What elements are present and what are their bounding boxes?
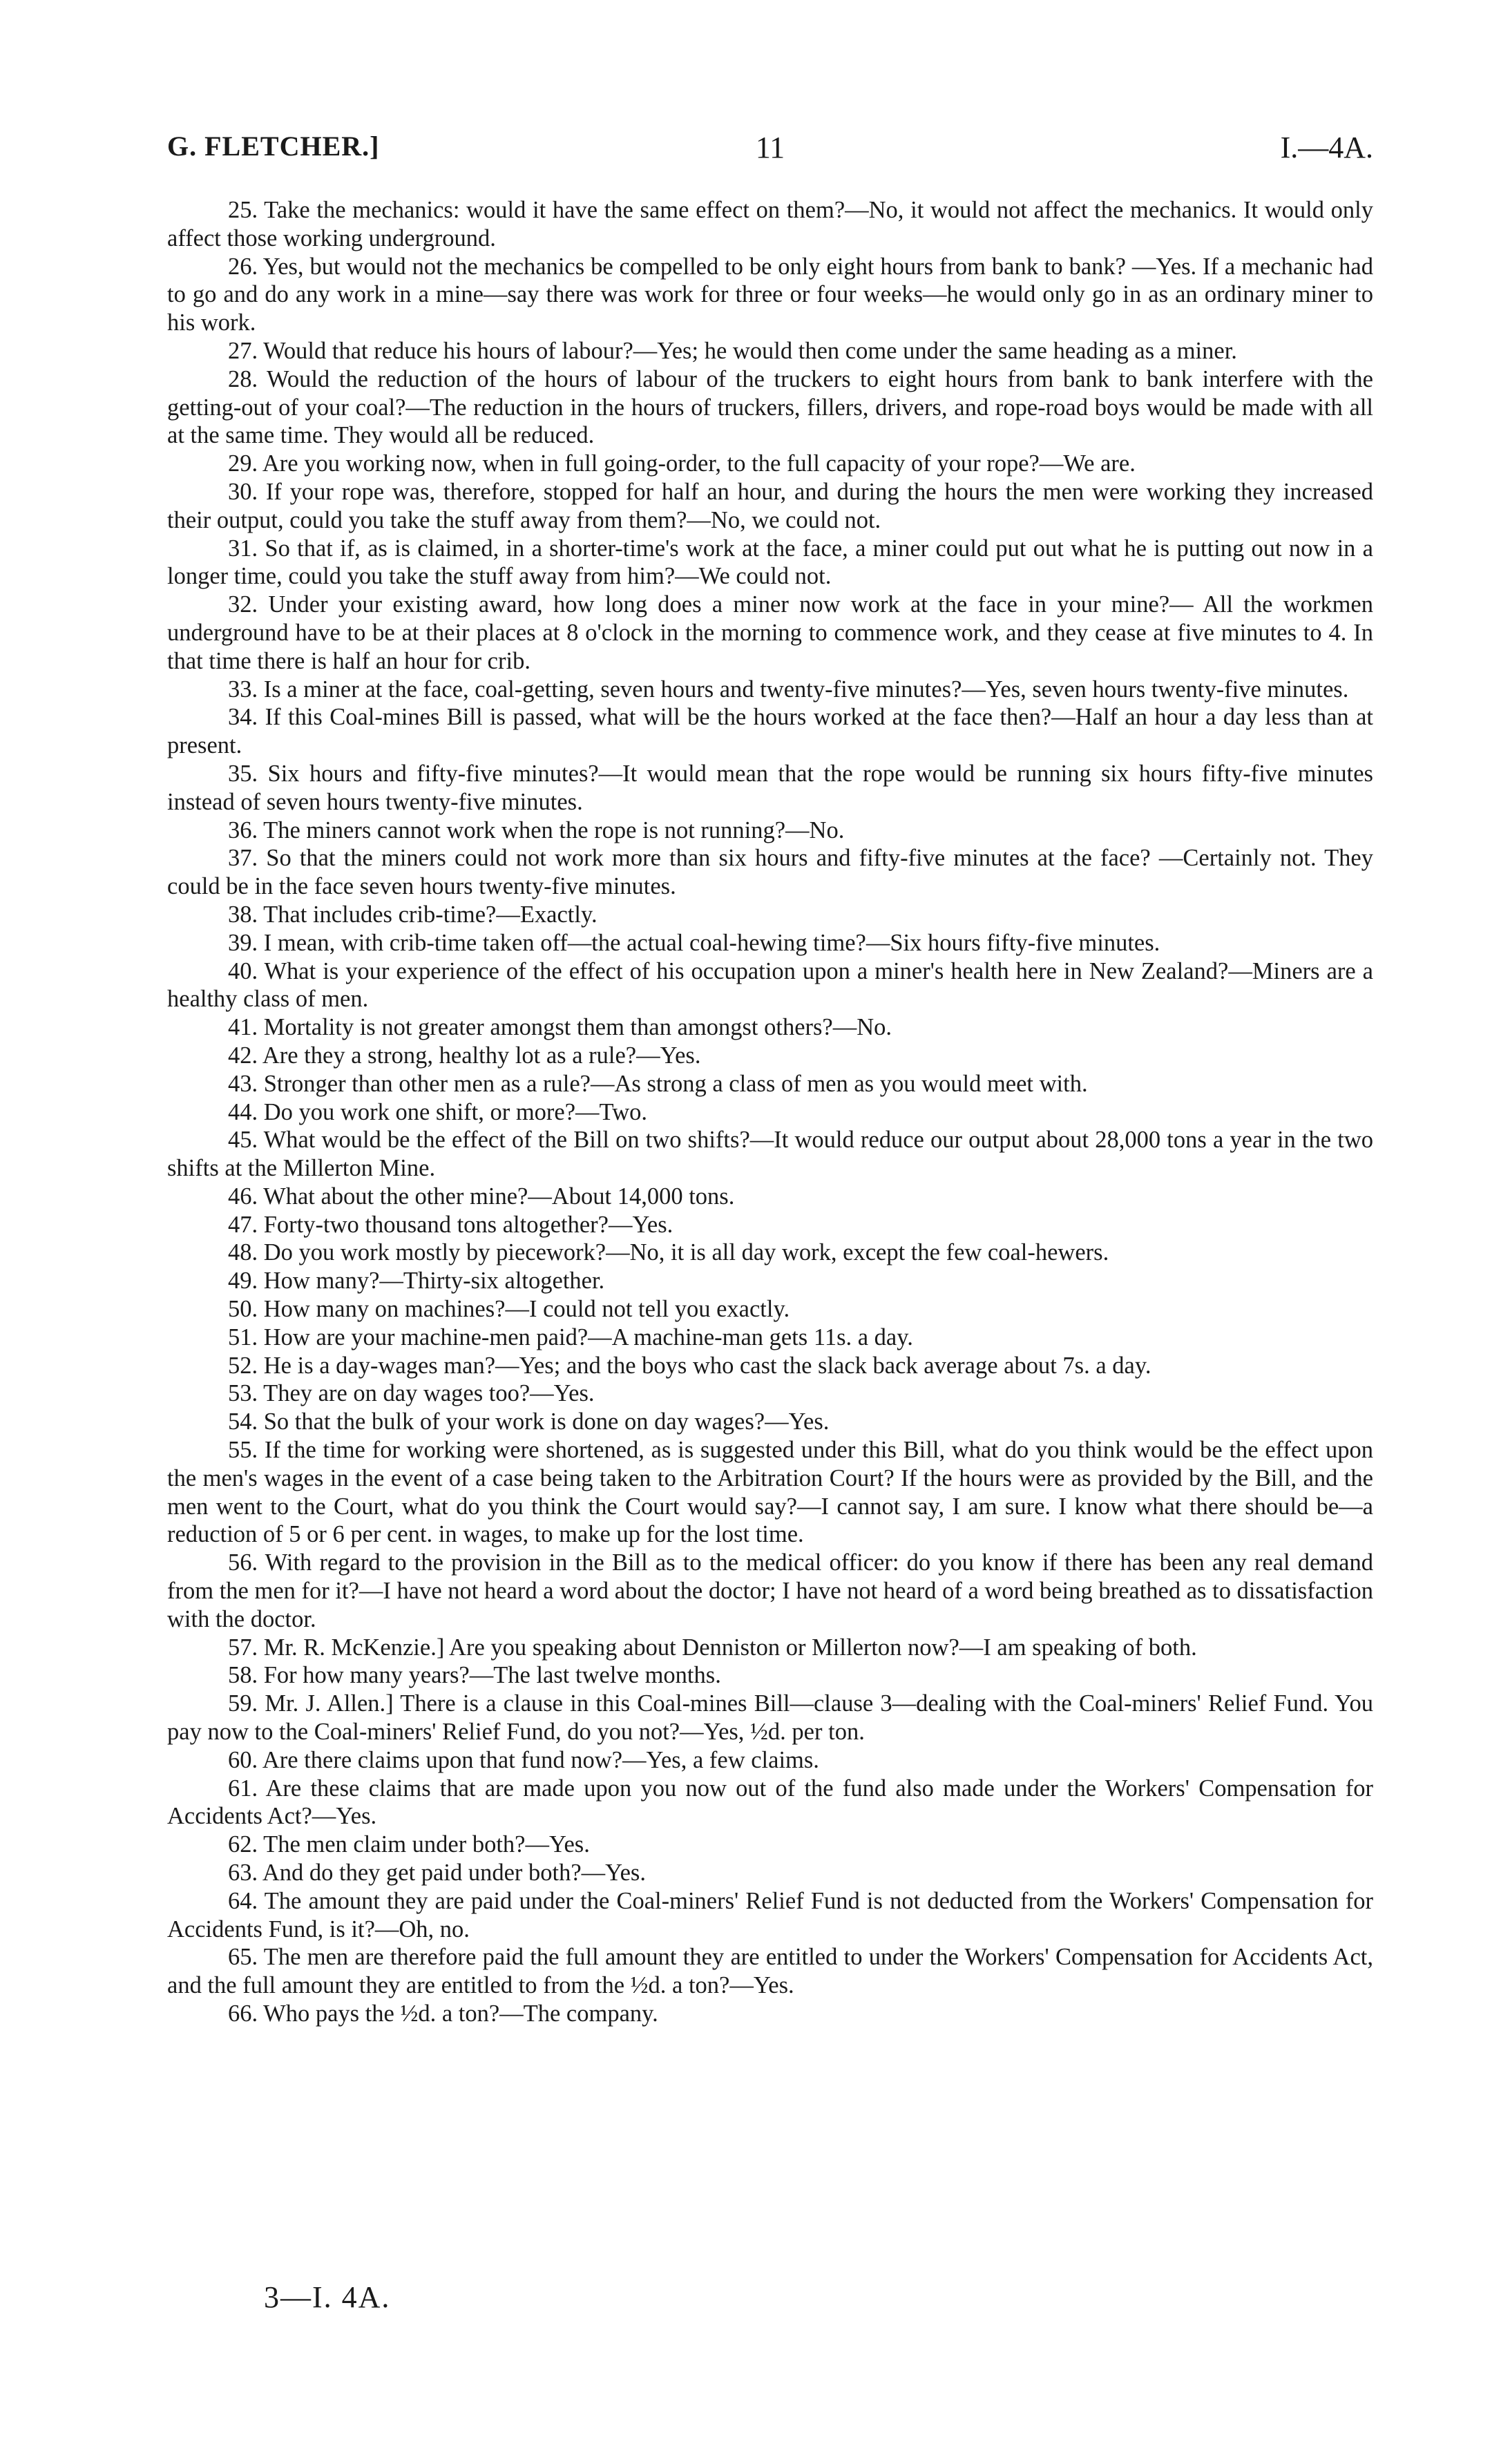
testimony-paragraph: 47. Forty-two thousand tons altogether?—Yes. — [228, 1211, 673, 1238]
testimony-paragraph: 57. Mr. R. McKenzie.] Are you speaking about Denniston or Millerton now?—I am speaking of both. — [228, 1634, 1197, 1661]
testimony-paragraph: 59. Mr. J. Allen.] There is a clause in this Coal-mines Bill—clause 3—dealing with the Coal-miners' Relief Fund. You pay now to the Coal-miners' Relief Fund, do you not?—Yes, ½d. per ton. — [167, 1690, 1373, 1746]
testimony-paragraph: 65. The men are therefore paid the full amount they are entitled to under the Workers' Compensation for Accidents Act, and the full amount they are entitled to from the ½d. a ton?—Yes. — [167, 1944, 1373, 1999]
testimony-paragraph: 61. Are these claims that are made upon you now out of the fund also made under the Workers' Compensation for Accidents Act?—Yes. — [167, 1775, 1373, 1830]
testimony-paragraph: 56. With regard to the provision in the Bill as to the medical officer: do you know if there has been any real demand from the men for it?—I have not heard a word about the doctor; I have not heard of a word being breathed as to dissatisfaction with the doctor. — [167, 1549, 1373, 1632]
testimony-paragraph: 35. Six hours and fifty-five minutes?—It would mean that the rope would be running six hours fifty-five minutes instead of seven hours twenty-five minutes. — [167, 760, 1373, 815]
testimony-paragraph: 60. Are there claims upon that fund now?—Yes, a few claims. — [228, 1746, 819, 1773]
testimony-paragraph: 55. If the time for working were shortened, as is suggested under this Bill, what do you think would be the effect upon the men's wages in the event of a case being taken to the Arbitration Court? If the hours were as provided by the Bill, and the men went to the Court, what do you think the Court would say?—I cannot say, I am sure. I know what there should be—a reduction of 5 or 6 per cent. in wages, to make up for the lost time. — [167, 1437, 1373, 1548]
page-number: 11 — [755, 131, 785, 164]
testimony-paragraph: 66. Who pays the ½d. a ton?—The company. — [228, 2000, 658, 2027]
testimony-paragraph: 30. If your rope was, therefore, stopped for half an hour, and during the hours the men were working they increased their output, could you take the stuff away from them?—No, we could not. — [167, 478, 1373, 533]
testimony-paragraph: 32. Under your existing award, how long does a miner now work at the face in your mine?— All the workmen underground have to be at their places at 8 o'clock in the morning to commence work, and they cease at five minutes to 4. In that time there is half an hour for crib. — [167, 591, 1373, 674]
testimony-paragraph: 46. What about the other mine?—About 14,000 tons. — [228, 1183, 735, 1210]
testimony-paragraph: 52. He is a day-wages man?—Yes; and the boys who cast the slack back average about 7s. a day. — [228, 1352, 1151, 1379]
testimony-paragraph: 36. The miners cannot work when the rope is not running?—No. — [228, 816, 845, 843]
testimony-paragraph: 49. How many?—Thirty-six altogether. — [228, 1268, 605, 1295]
testimony-paragraph: 44. Do you work one shift, or more?—Two. — [228, 1098, 647, 1125]
testimony-paragraph: 38. That includes crib-time?—Exactly. — [228, 901, 597, 928]
signature-mark: 3—I. 4A. — [264, 2280, 391, 2314]
testimony-paragraph: 45. What would be the effect of the Bill on two shifts?—It would reduce our output about 28,000 tons a year in the two shifts at the Millerton Mine. — [167, 1127, 1373, 1182]
testimony-paragraph: 63. And do they get paid under both?—Yes. — [228, 1860, 646, 1887]
testimony-paragraph: 50. How many on machines?—I could not tell you exactly. — [228, 1296, 790, 1323]
testimony-paragraph: 58. For how many years?—The last twelve months. — [228, 1662, 721, 1689]
testimony-paragraph: 40. What is your experience of the effect of his occupation upon a miner's health here in New Zealand?—Miners are a healthy class of men. — [167, 957, 1373, 1013]
page-header — [167, 130, 1373, 178]
testimony-paragraph: 33. Is a miner at the face, coal-getting, seven hours and twenty-five minutes?—Yes, seven hours twenty-five minutes. — [228, 676, 1349, 703]
testimony-paragraph: 62. The men claim under both?—Yes. — [228, 1831, 590, 1858]
testimony-paragraph: 54. So that the bulk of your work is done on day wages?—Yes. — [228, 1408, 830, 1435]
testimony-paragraph: 31. So that if, as is claimed, in a shorter-time's work at the face, a miner could put out what he is putting out now in a longer time, could you take the stuff away from him?—We could not. — [167, 535, 1373, 590]
testimony-paragraph: 26. Yes, but would not the mechanics be compelled to be only eight hours from bank to bank? —Yes. If a mechanic had to go and do any work in a mine—say there was work for three or four weeks—he would only go in as an ordinary miner to his work. — [167, 253, 1373, 336]
testimony-body — [167, 196, 1373, 2028]
document-reference: I.—4A. — [1280, 131, 1373, 164]
testimony-paragraph: 34. If this Coal-mines Bill is passed, what will be the hours worked at the face then?—Half an hour a day less than at present. — [167, 704, 1373, 759]
testimony-paragraph: 25. Take the mechanics: would it have the same effect on them?—No, it would not affect the mechanics. It would only affect those working underground. — [167, 197, 1373, 251]
testimony-paragraph: 43. Stronger than other men as a rule?—As strong a class of men as you would meet with. — [228, 1070, 1088, 1097]
testimony-paragraph: 37. So that the miners could not work more than six hours and fifty-five minutes at the face? —Certainly not. They could be in the face seven hours twenty-five minutes. — [167, 845, 1373, 900]
testimony-paragraph: 48. Do you work mostly by piecework?—No, it is all day work, except the few coal-hewers. — [228, 1239, 1109, 1266]
testimony-paragraph: 39. I mean, with crib-time taken off—the actual coal-hewing time?—Six hours fifty-five minutes. — [228, 929, 1160, 956]
testimony-paragraph: 64. The amount they are paid under the Coal-miners' Relief Fund is not deducted from the Workers' Compensation for Accidents Fund, is it?—Oh, no. — [167, 1887, 1373, 1942]
testimony-paragraph: 42. Are they a strong, healthy lot as a rule?—Yes. — [228, 1042, 701, 1069]
testimony-paragraph: 53. They are on day wages too?—Yes. — [228, 1380, 595, 1407]
testimony-paragraph: 27. Would that reduce his hours of labour?—Yes; he would then come under the same heading as a miner. — [228, 337, 1237, 364]
testimony-paragraph: 29. Are you working now, when in full going-order, to the full capacity of your rope?—We are. — [228, 450, 1136, 477]
witness-name: G. FLETCHER.] — [167, 131, 380, 162]
testimony-paragraph: 51. How are your machine-men paid?—A machine-man gets 11s. a day. — [228, 1324, 913, 1350]
testimony-paragraph: 41. Mortality is not greater amongst them than amongst others?—No. — [228, 1014, 892, 1041]
testimony-paragraph: 28. Would the reduction of the hours of labour of the truckers to eight hours from bank to bank interfere with the getting-out of your coal?—The reduction in the hours of truckers, fillers, drivers, and rope-road boys would be made with all at the same time. They would all be reduced. — [167, 365, 1373, 449]
